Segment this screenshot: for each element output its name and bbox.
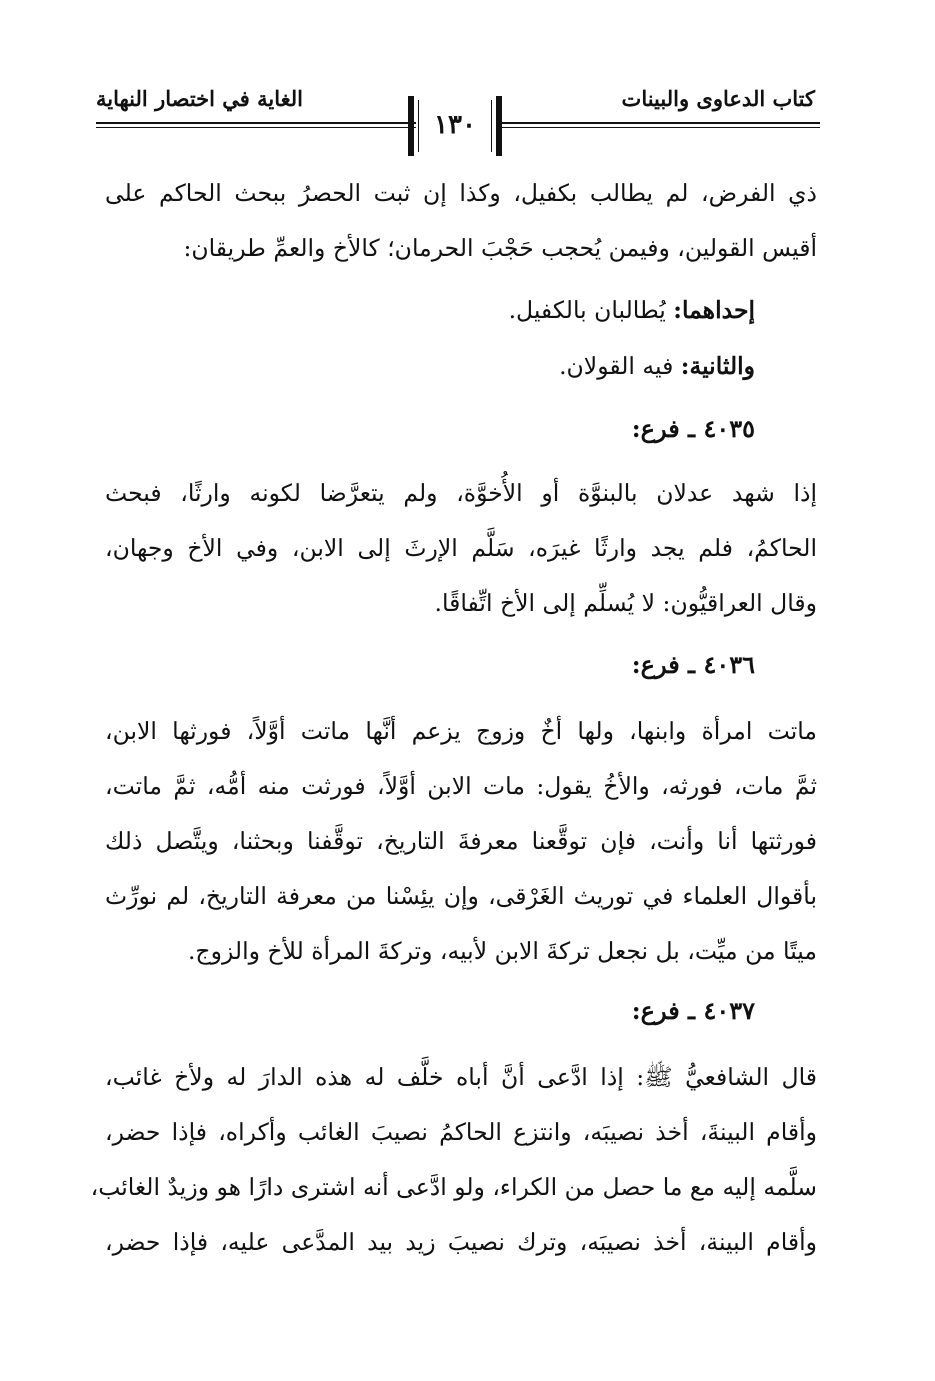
frame-bar	[418, 100, 419, 152]
text-line: سلَّمه إليه مع ما حصل من الكراء، ولو ادَّعى أنه اشترى دارًا هو وزيدٌ الغائب،	[90, 1173, 817, 1201]
page-number: ١٣٠	[434, 110, 476, 140]
section-heading-4035: ٤٠٣٥ ـ فرع:	[631, 414, 755, 443]
page-number-frame	[408, 96, 502, 156]
text-line: وأقام البينةَ، أخذ نصيبَه، وانتزع الحاكمُ نصيبَ الغائب وأكراه، فإذا حضر،	[105, 1118, 817, 1146]
text-line: ذي الفرض، لم يطالب بكفيل، وكذا إن ثبت الحصرُ ببحث الحاكم على	[105, 179, 817, 207]
text-line: بأقوال العلماء في توريث الغَرْقى، وإن يئِسْنا من معرفة التاريخ، لم نورِّث	[105, 882, 817, 910]
chapter-title: كتاب الدعاوى والبينات	[621, 86, 815, 111]
text-line: وقال العراقيُّون: لا يُسلِّم إلى الأخ اتِّفاقًا.	[434, 589, 817, 617]
text-line: وأقام البينة، أخذ نصيبَه، وترك نصيبَ زيد بيد المدَّعى عليه، فإذا حضر،	[105, 1228, 817, 1256]
paragraph-opening	[105, 166, 817, 276]
option-first	[509, 296, 755, 324]
header-rule	[498, 127, 820, 128]
option-label: إحداهما:	[673, 296, 755, 324]
frame-bar	[496, 96, 502, 156]
section-heading-4037: ٤٠٣٧ ـ فرع:	[631, 996, 755, 1025]
option-text: فيه القولان.	[559, 352, 674, 380]
header-rule	[96, 127, 416, 128]
header-rule	[96, 122, 416, 124]
option-label: والثانية:	[680, 352, 755, 380]
frame-bar	[408, 96, 414, 156]
text-line: فورثتها أنا وأنت، فإن توقَّعنا معرفةَ التاريخ، توقَّفنا وبحثنا، ويتَّصل ذلك	[105, 827, 817, 855]
page-header	[0, 0, 935, 170]
text-line: ماتت امرأة وابنها، ولها أخٌ وزوج يزعم أنَّها ماتت أوَّلاً، فورثها الابن،	[105, 717, 817, 745]
header-rule	[498, 122, 820, 124]
option-text: يُطالبان بالكفيل.	[508, 296, 666, 324]
text-line: الحاكمُ، فلم يجد وارثًا غيرَه، سَلَّم الإرثَ إلى الابن، وفي الأخ وجهان،	[105, 534, 817, 562]
option-second	[559, 352, 755, 380]
text-line: قال الشافعيُّ ﷺ: إذا ادَّعى أنَّ أباه خلَّف له هذه الدارَ له ولأخ غائب،	[105, 1063, 817, 1091]
paragraph-4035	[105, 466, 817, 631]
paragraph-4037	[90, 1050, 817, 1270]
text-line: إذا شهد عدلان بالبنوَّة أو الأُخوَّة، ولم يتعرَّضا لكونه وارثًا، فبحث	[105, 479, 817, 507]
text-line: ثمَّ مات، فورثه، والأخُ يقول: مات الابن أوَّلاً، فورثت منه أمُّه، ثمَّ ماتت،	[105, 772, 817, 800]
text-line: ميتًا من ميِّت، بل نجعل تركةَ الابن لأبيه، وتركةَ المرأة للأخ والزوج.	[187, 937, 817, 965]
section-heading-4036: ٤٠٣٦ ـ فرع:	[631, 650, 755, 679]
text-line: أقيس القولين، وفيمن يُحجب حَجْبَ الحرمان؛ كالأخ والعمِّ طريقان:	[183, 234, 817, 262]
paragraph-4036	[105, 704, 817, 979]
book-title: الغاية في اختصار النهاية	[96, 86, 303, 111]
frame-bar	[491, 100, 492, 152]
